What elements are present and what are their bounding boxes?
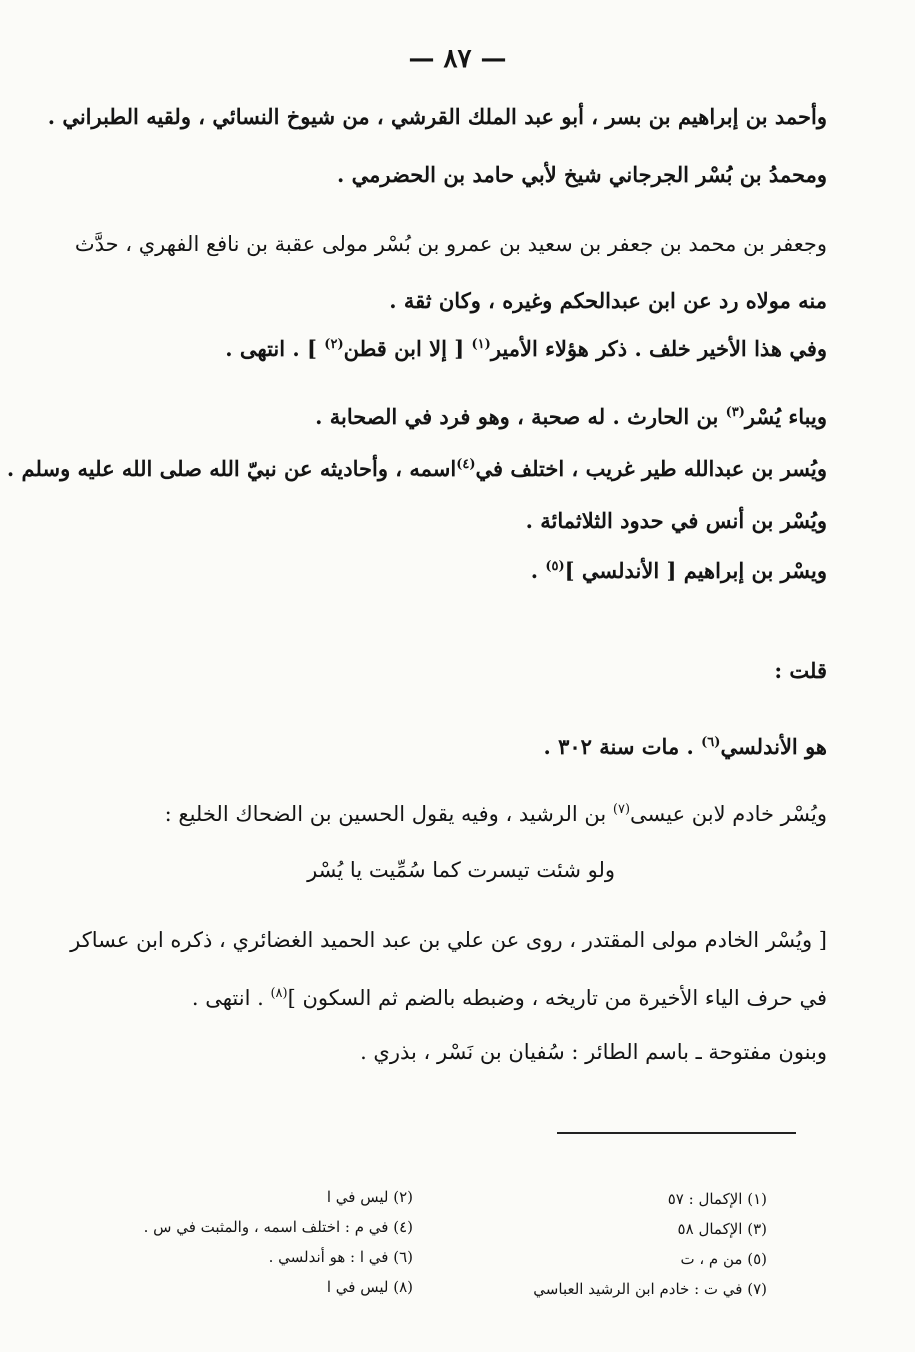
text-span: ويُسْر خادم لابن عيسى (630, 802, 827, 826)
text-line: وبنون مفتوحة ـ باسم الطائر : سُفيان بن نَسْر ، بذري . (360, 1040, 827, 1064)
text-line: منه مولاه رد عن ابن عبدالحكم وغيره ، وكان ثقة . (389, 288, 827, 313)
text-span: ] . انتهى . (225, 336, 317, 361)
text-line (315, 404, 827, 429)
footnote-ref: (٧) (612, 802, 631, 817)
text-span: ويباء يُسْر (744, 404, 827, 429)
text-line: ومحمدُ بن بُسْر الجرجاني شيخ لأبي حامد بن الحضرمي . (337, 162, 827, 187)
text-span: وفي هذا الأخير خلف . ذكر هؤلاء الأمير (490, 336, 827, 361)
footnote-ref: (٤) (456, 457, 476, 472)
footnote-ref: (٥) (545, 559, 565, 574)
text-line: ويُسْر بن أنس في حدود الثلاثمائة . (525, 508, 827, 533)
text-line (225, 336, 827, 361)
footnote: (٥) من م ، ت (680, 1250, 767, 1268)
text-span: في حرف الياء الأخيرة من تاريخه ، وضبطه بالضم ثم السكون ] (287, 986, 827, 1010)
text-span: هو الأندلسي (720, 734, 827, 759)
text-span: بن الحارث . له صحبة ، وهو فرد في الصحابة . (315, 404, 719, 429)
footnote-ref: (٣) (725, 405, 745, 420)
footnote: (٤) في م : اختلف اسمه ، والمثبت في س . (143, 1218, 413, 1236)
text-span: ويسْر بن إبراهيم [ الأندلسي ] (564, 558, 827, 583)
footnote-ref: (١) (471, 337, 491, 352)
footnote: (٨) ليس في ا (326, 1278, 413, 1296)
text-line: وأحمد بن إبراهيم بن بسر ، أبو عبد الملك القرشي ، من شيوخ النسائي ، ولقيه الطبراني . (47, 104, 827, 129)
footnote: (١) الإكمال : ٥٧ (667, 1190, 767, 1208)
page-number: — ٨٧ — (408, 44, 507, 74)
text-line (165, 802, 827, 826)
text-line: [ ويُسْر الخادم مولى المقتدر ، روى عن علي بن عبد الحميد الغضائري ، ذكره ابن عساكر (70, 928, 827, 952)
footnote-ref: (٦) (701, 735, 721, 750)
text-span: [ إلا ابن قطن (343, 336, 465, 361)
text-span: اسمه ، وأحاديثه عن نبيّ الله صلى الله عليه وسلم . (6, 456, 457, 481)
section-heading: قلت : (774, 658, 827, 683)
footnote-ref: (٢) (324, 337, 344, 352)
text-span: بن الرشيد ، وفيه يقول الحسين بن الضحاك الخليع : (164, 802, 607, 826)
footnote-divider (557, 1132, 796, 1134)
text-line: وجعفر بن محمد بن جعفر بن سعيد بن عمرو بن بُسْر مولى عقبة بن نافع الفهري ، حدَّث (74, 232, 827, 256)
text-span: . انتهى . (191, 986, 264, 1010)
footnote: (٣) الإكمال ٥٨ (677, 1220, 767, 1238)
footnote-ref: (٨) (270, 986, 288, 1001)
text-span: ويُسر بن عبدالله طير غريب ، اختلف في (475, 456, 827, 481)
text-line (7, 456, 827, 481)
poetry-verse: ولو شئت تيسرت كما سُمِّيت يا يُسْر (307, 858, 615, 882)
footnote: (٧) في ت : خادم ابن الرشيد العباسي (533, 1280, 767, 1298)
footnote: (٦) في ا : هو أندلسي . (268, 1248, 413, 1266)
footnote: (٢) ليس في ا (326, 1188, 413, 1206)
text-span: . مات سنة ٣٠٢ . (543, 734, 694, 759)
text-line (192, 986, 827, 1010)
text-line: ويسْر بن إبراهيم [ الأندلسي ]$^{(٥)}$ . (530, 558, 827, 583)
text-line (544, 734, 828, 759)
